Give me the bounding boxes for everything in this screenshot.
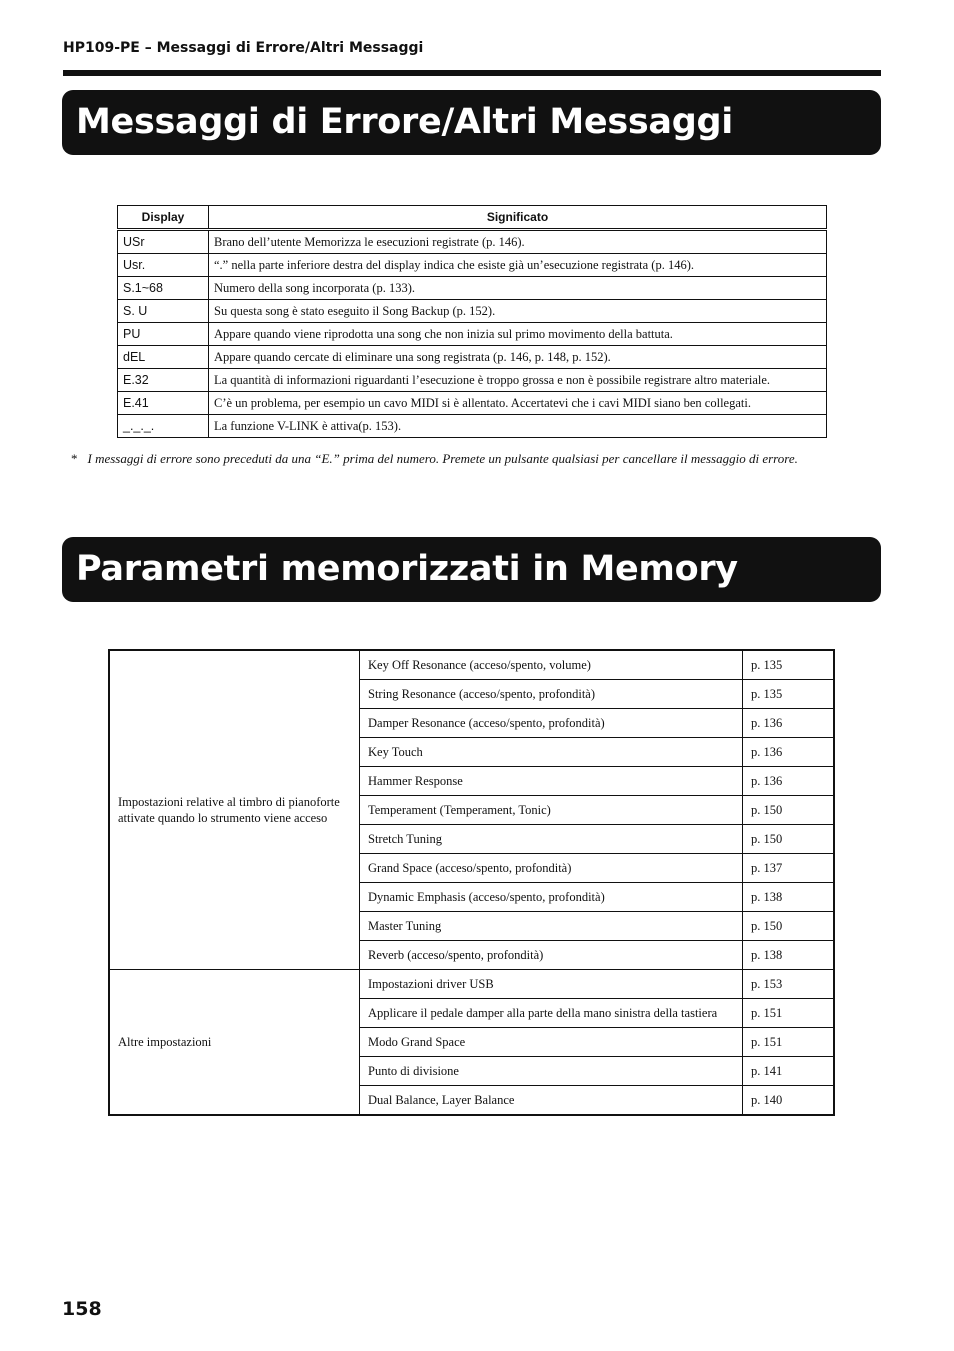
page-reference: p. 140 [743, 1086, 835, 1116]
parameter-name: Modo Grand Space [360, 1028, 743, 1057]
meaning-text: “.” nella parte inferiore destra del display indica che esiste già un’esecuzione registrata (p. 146). [209, 254, 827, 277]
group-label: Impostazioni relative al timbro di pianoforte attivate quando lo strumento viene acceso [109, 650, 360, 970]
page-reference: p. 151 [743, 1028, 835, 1057]
page-reference: p. 136 [743, 738, 835, 767]
parameter-name: Punto di divisione [360, 1057, 743, 1086]
table-header-row [118, 206, 827, 230]
parameter-name: Impostazioni driver USB [360, 970, 743, 999]
table-row [118, 346, 827, 369]
parameter-name: Damper Resonance (acceso/spento, profondità) [360, 709, 743, 738]
column-header-meaning: Significato [209, 206, 827, 230]
display-code: S.1~68 [118, 277, 209, 300]
parameter-name: Key Touch [360, 738, 743, 767]
page-reference: p. 141 [743, 1057, 835, 1086]
page-reference: p. 138 [743, 941, 835, 970]
display-code: dEL [118, 346, 209, 369]
meaning-text: Numero della song incorporata (p. 133). [209, 277, 827, 300]
page-reference: p. 136 [743, 767, 835, 796]
meaning-text: Appare quando viene riprodotta una song che non inizia sul primo movimento della battuta. [209, 323, 827, 346]
display-code: _._._. [118, 415, 209, 438]
table-row [118, 277, 827, 300]
display-code: Usr. [118, 254, 209, 277]
parameter-name: Hammer Response [360, 767, 743, 796]
table-row [109, 970, 834, 999]
page-reference: p. 137 [743, 854, 835, 883]
meaning-text: La quantità di informazioni riguardanti l’esecuzione è troppo grossa e non è possibile registrare altro materiale. [209, 369, 827, 392]
memory-backup-table [108, 649, 835, 1116]
page-reference: p. 136 [743, 709, 835, 738]
meaning-text: Su questa song è stato eseguito il Song Backup (p. 152). [209, 300, 827, 323]
error-messages-table [117, 205, 827, 438]
parameter-name: Reverb (acceso/spento, profondità) [360, 941, 743, 970]
table-row [118, 415, 827, 438]
parameter-name: String Resonance (acceso/spento, profondità) [360, 680, 743, 709]
page-number: 158 [62, 1298, 102, 1320]
header-rule [63, 70, 881, 76]
running-head: HP109-PE – Messaggi di Errore/Altri Messaggi [63, 40, 424, 56]
section-title-memory-backup: Parametri memorizzati in Memory Backup [62, 537, 881, 602]
page-reference: p. 153 [743, 970, 835, 999]
table-row [118, 254, 827, 277]
parameter-name: Dynamic Emphasis (acceso/spento, profondità) [360, 883, 743, 912]
footnote-text: I messaggi di errore sono preceduti da una “E.” prima del numero. Premete un pulsante qualsiasi per cancellare il messaggio di errore. [87, 451, 798, 466]
table-row [118, 369, 827, 392]
section-title-error-messages: Messaggi di Errore/Altri Messaggi [62, 90, 881, 155]
page-reference: p. 151 [743, 999, 835, 1028]
parameter-name: Applicare il pedale damper alla parte della mano sinistra della tastiera [360, 999, 743, 1028]
footnote-marker: * [71, 451, 78, 466]
footnote [71, 451, 891, 467]
parameter-name: Dual Balance, Layer Balance [360, 1086, 743, 1116]
parameter-name: Temperament (Temperament, Tonic) [360, 796, 743, 825]
parameter-name: Stretch Tuning [360, 825, 743, 854]
parameter-name: Master Tuning [360, 912, 743, 941]
meaning-text: C’è un problema, per esempio un cavo MIDI si è allentato. Accertatevi che i cavi MIDI siano ben collegati. [209, 392, 827, 415]
display-code: E.32 [118, 369, 209, 392]
page-reference: p. 135 [743, 650, 835, 680]
table-row [118, 300, 827, 323]
table-row [118, 323, 827, 346]
meaning-text: Appare quando cercate di eliminare una song registrata (p. 146, p. 148, p. 152). [209, 346, 827, 369]
parameter-name: Key Off Resonance (acceso/spento, volume) [360, 650, 743, 680]
page-reference: p. 150 [743, 912, 835, 941]
display-code: USr [118, 230, 209, 254]
table-row [109, 650, 834, 680]
table-row [118, 230, 827, 254]
page-reference: p. 138 [743, 883, 835, 912]
group-label: Altre impostazioni [109, 970, 360, 1116]
page-reference: p. 150 [743, 796, 835, 825]
meaning-text: Brano dell’utente Memorizza le esecuzioni registrate (p. 146). [209, 230, 827, 254]
meaning-text: La funzione V-LINK è attiva(p. 153). [209, 415, 827, 438]
column-header-display: Display [118, 206, 209, 230]
display-code: E.41 [118, 392, 209, 415]
table-row [118, 392, 827, 415]
page-reference: p. 150 [743, 825, 835, 854]
parameter-name: Grand Space (acceso/spento, profondità) [360, 854, 743, 883]
display-code: S. U [118, 300, 209, 323]
page-reference: p. 135 [743, 680, 835, 709]
display-code: PU [118, 323, 209, 346]
